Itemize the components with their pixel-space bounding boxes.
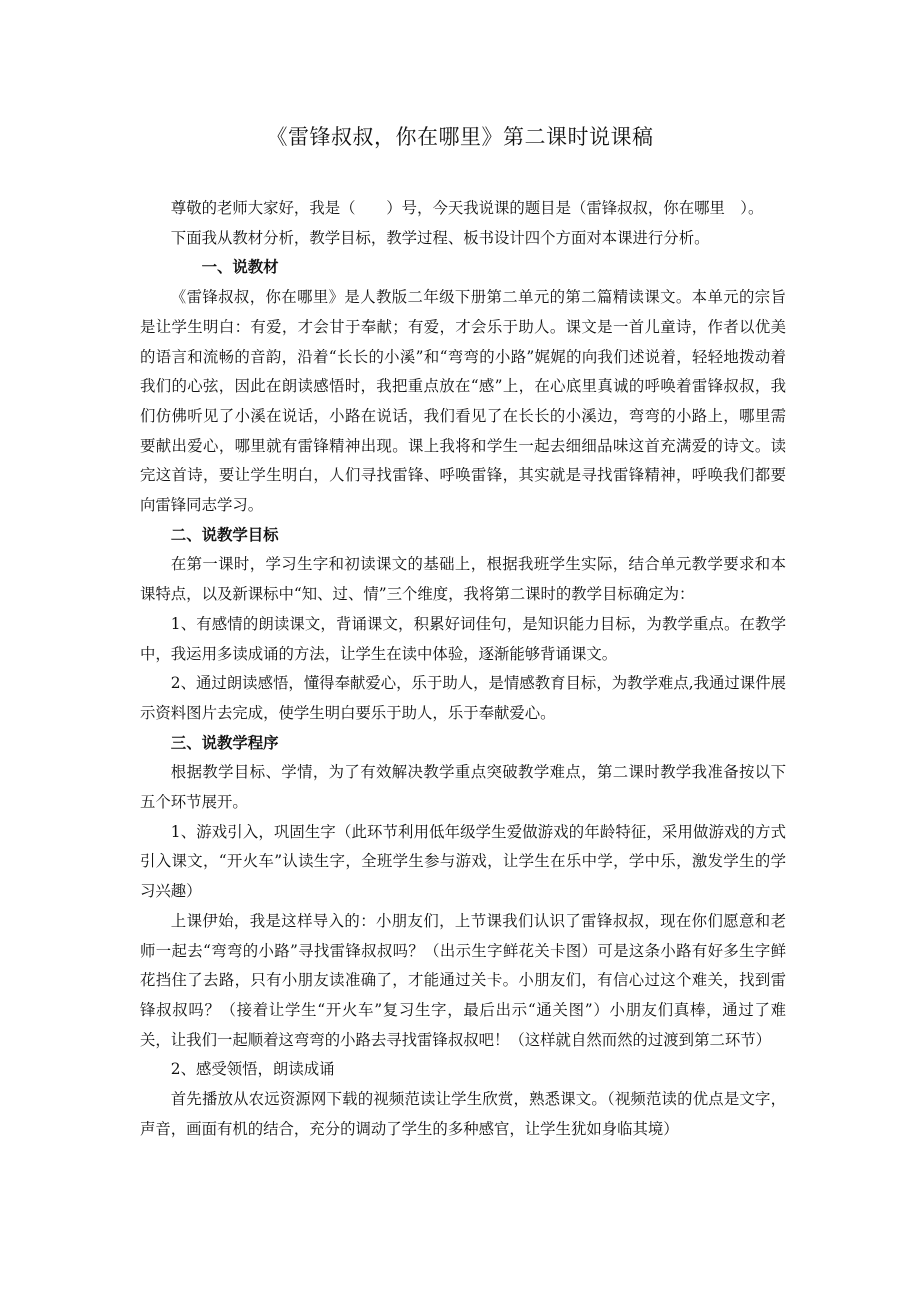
section-heading-procedure: 三、说教学程序 bbox=[170, 733, 279, 752]
paragraph-greeting: 尊敬的老师大家好，我是（ ）号，今天我说课的题目是（雷锋叔叔，你在哪里 ）。 bbox=[170, 199, 764, 217]
document-title: 《雷锋叔叔，你在哪里》第二课时说课稿 bbox=[266, 125, 654, 149]
section-heading-goals: 二、说教学目标 bbox=[170, 525, 279, 544]
list-item-goal-1: 1、有感情的朗读课文，背诵课文，积累好词佳句，是知识能力目标，为教学重点。在教学中，我运用多读成诵的方法，让学生在读中体验，逐渐能够背诵课文。 bbox=[140, 614, 786, 663]
section-heading-textbook: 一、说教材 bbox=[201, 258, 279, 277]
paragraph-procedure-intro: 根据教学目标、学情，为了有效解决教学重点突破教学难点，第二课时教学我准备按以下五个环节展开。 bbox=[140, 763, 786, 812]
paragraph-overview: 下面我从教材分析，教学目标，教学过程、板书设计四个方面对本课进行分析。 bbox=[170, 228, 710, 247]
list-item-goal-2: 2、通过朗读感悟，懂得奉献爱心，乐于助人，是情感教育目标，为教学难点,我通过课件展示资料图片去完成，使学生明白要乐于助人，乐于奉献爱心。 bbox=[140, 674, 786, 722]
paragraph-goals-intro: 在第一课时，学习生字和初读课文的基础上，根据我班学生实际，结合单元教学要求和本课特点，以及新课标中“知、过、情”三个维度，我将第二课时的教学目标确定为： bbox=[140, 555, 786, 604]
list-item-step-1: 1、游戏引入，巩固生字（此环节利用低年级学生爱做游戏的年龄特征，采用做游戏的方式引入课文，“开火车”认读生字，全班学生参与游戏，让学生在乐中学，学中乐，激发学生的学习兴趣） bbox=[140, 822, 786, 901]
paragraph-step-2-detail: 首先播放从农远资源网下载的视频范读让学生欣赏，熟悉课文。（视频范读的优点是文字，声音，画面有机的结合，充分的调动了学生的多种感官，让学生犹如身临其境） bbox=[140, 1090, 786, 1138]
paragraph-step-1-detail: 上课伊始，我是这样导入的：小朋友们，上节课我们认识了雷锋叔叔，现在你们愿意和老师一起去“弯弯的小路”寻找雷锋叔叔吗？（出示生字鲜花关卡图）可是这条小路有好多生字鲜花挡住了去路，只有小朋友读准确了，才能通过关卡。小朋友们，有信心过这个难关，找到雷锋叔叔吗？（接着让学生“开火车”复习生字，最后出示“通关图”）小朋友们真棒，通过了难关，让我们一起顺着这弯弯的小路去寻找雷锋叔叔吧！（这样就自然而然的过渡到第二环节） bbox=[140, 911, 786, 1049]
document-body bbox=[140, 194, 786, 1145]
list-item-step-2: 2、感受领悟，朗读成诵 bbox=[170, 1060, 335, 1079]
paragraph-textbook-analysis: 《雷锋叔叔，你在哪里》是人教版二年级下册第二单元的第二篇精读课文。本单元的宗旨是让学生明白：有爱，才会甘于奉献；有爱，才会乐于助人。课文是一首儿童诗，作者以优美的语言和流畅的音韵，沿着“长长的小溪”和“弯弯的小路”娓娓的向我们述说着，轻轻地拨动着我们的心弦，因此在朗读感悟时，我把重点放在“感”上，在心底里真诚的呼唤着雷锋叔叔，我们仿佛听见了小溪在说话，小路在说话，我们看见了在长长的小溪边，弯弯的小路上，哪里需要献出爱心，哪里就有雷锋精神出现。课上我将和学生一起去细细品味这首充满爱的诗文。读完这首诗，要让学生明白，人们寻找雷锋、呼唤雷锋，其实就是寻找雷锋精神，呼唤我们都要向雷锋同志学习。 bbox=[140, 288, 786, 515]
